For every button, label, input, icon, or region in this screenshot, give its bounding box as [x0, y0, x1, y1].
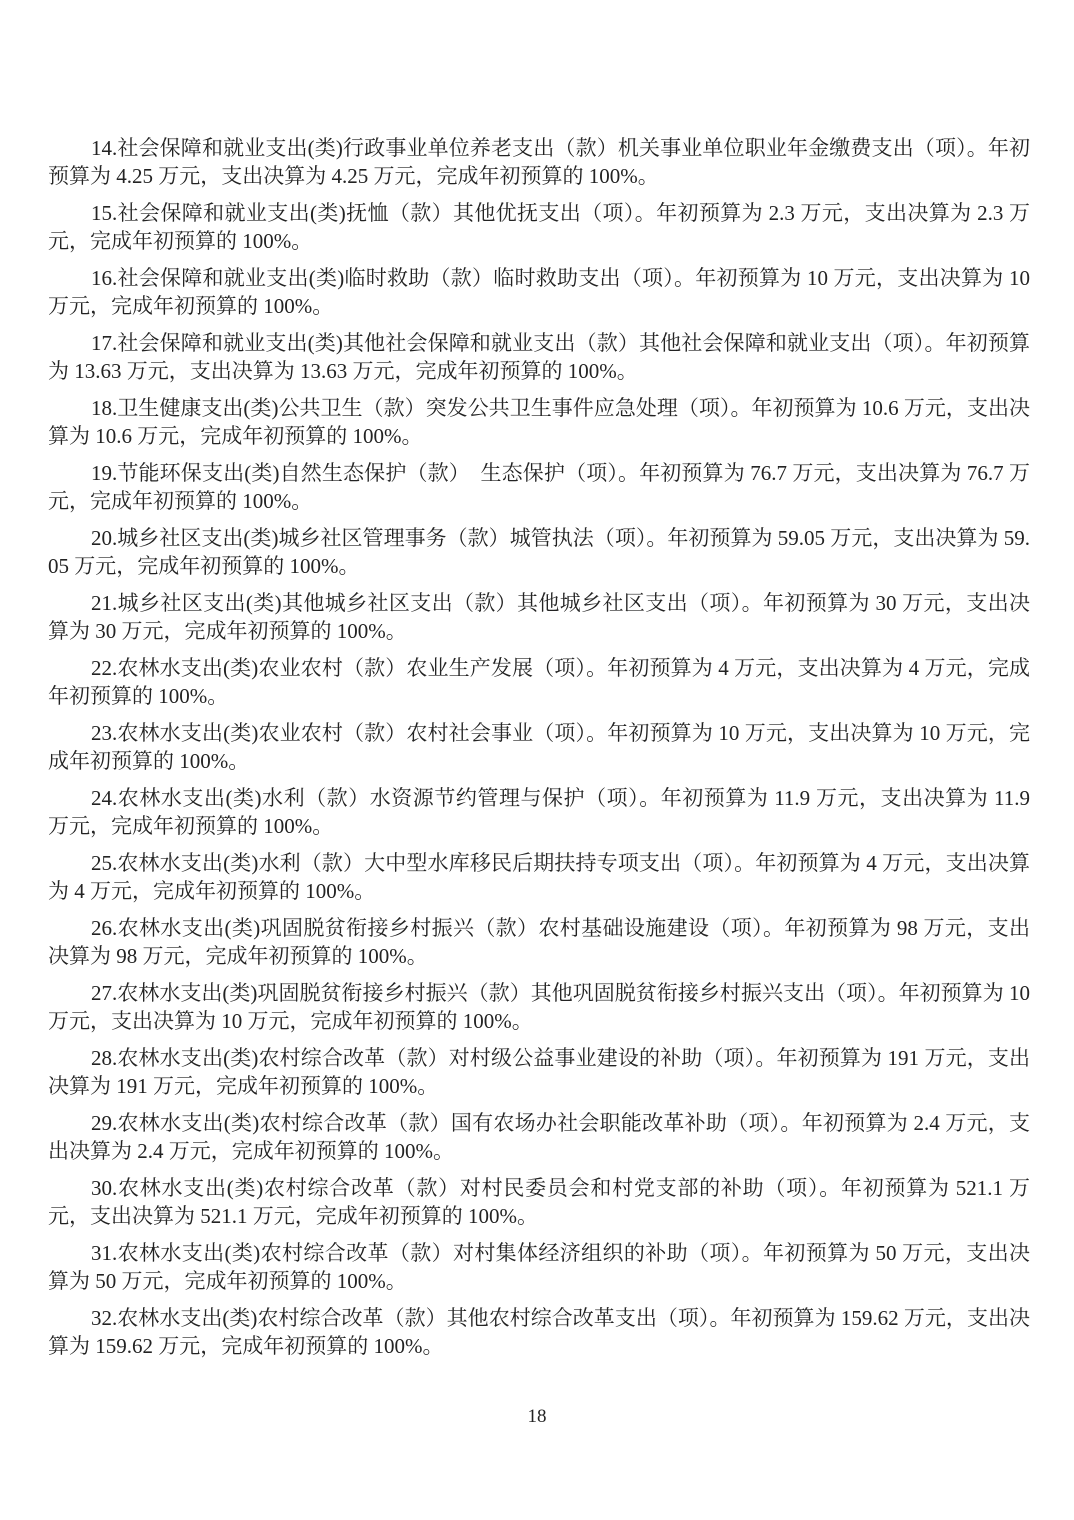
budget-item-paragraph-23: 23.农林水支出(类)农业农村（款）农村社会事业（项）。年初预算为 10 万元，支出决算为 10 万元，完成年初预算的 100%。: [48, 721, 1030, 773]
page-number: 18: [527, 1406, 547, 1427]
page-text-block: [48, 134, 1030, 1369]
budget-item-paragraph-21: 21.城乡社区支出(类)其他城乡社区支出（款）其他城乡社区支出（项）。年初预算为 30 万元，支出决算为 30 万元，完成年初预算的 100%。: [48, 591, 1030, 643]
budget-item-paragraph-22: 22.农林水支出(类)农业农村（款）农业生产发展（项）。年初预算为 4 万元，支出决算为 4 万元，完成年初预算的 100%。: [48, 656, 1030, 708]
budget-item-paragraph-28: 28.农林水支出(类)农村综合改革（款）对村级公益事业建设的补助（项）。年初预算为 191 万元，支出决算为 191 万元，完成年初预算的 100%。: [48, 1046, 1030, 1098]
budget-item-paragraph-20: 20.城乡社区支出(类)城乡社区管理事务（款）城管执法（项）。年初预算为 59.05 万元，支出决算为 59.05 万元，完成年初预算的 100%。: [48, 526, 1030, 578]
budget-item-paragraph-18: 18.卫生健康支出(类)公共卫生（款）突发公共卫生事件应急处理（项）。年初预算为 10.6 万元，支出决算为 10.6 万元，完成年初预算的 100%。: [48, 396, 1030, 448]
budget-item-paragraph-16: 16.社会保障和就业支出(类)临时救助（款）临时救助支出（项）。年初预算为 10 万元，支出决算为 10 万元，完成年初预算的 100%。: [48, 266, 1030, 318]
budget-item-paragraph-24: 24.农林水支出(类)水利（款）水资源节约管理与保护（项）。年初预算为 11.9 万元，支出决算为 11.9 万元，完成年初预算的 100%。: [48, 786, 1030, 838]
budget-item-paragraph-29: 29.农林水支出(类)农村综合改革（款）国有农场办社会职能改革补助（项）。年初预算为 2.4 万元，支出决算为 2.4 万元，完成年初预算的 100%。: [48, 1111, 1030, 1163]
budget-item-paragraph-26: 26.农林水支出(类)巩固脱贫衔接乡村振兴（款）农村基础设施建设（项）。年初预算为 98 万元，支出决算为 98 万元，完成年初预算的 100%。: [48, 916, 1030, 968]
page-footer: [0, 1404, 1074, 1430]
budget-item-paragraph-27: 27.农林水支出(类)巩固脱贫衔接乡村振兴（款）其他巩固脱贫衔接乡村振兴支出（项）。年初预算为 10 万元，支出决算为 10 万元，完成年初预算的 100%。: [48, 981, 1030, 1033]
budget-item-paragraph-31: 31.农林水支出(类)农村综合改革（款）对村集体经济组织的补助（项）。年初预算为 50 万元，支出决算为 50 万元，完成年初预算的 100%。: [48, 1241, 1030, 1293]
budget-item-paragraph-32: 32.农林水支出(类)农村综合改革（款）其他农村综合改革支出（项）。年初预算为 159.62 万元，支出决算为 159.62 万元，完成年初预算的 100%。: [48, 1306, 1030, 1358]
budget-item-paragraph-17: 17.社会保障和就业支出(类)其他社会保障和就业支出（款）其他社会保障和就业支出（项）。年初预算为 13.63 万元，支出决算为 13.63 万元，完成年初预算的 100%。: [48, 331, 1030, 383]
budget-item-paragraph-15: 15.社会保障和就业支出(类)抚恤（款）其他优抚支出（项）。年初预算为 2.3 万元，支出决算为 2.3 万元，完成年初预算的 100%。: [48, 201, 1030, 253]
budget-item-paragraph-19: 19.节能环保支出(类)自然生态保护（款） 生态保护（项）。年初预算为 76.7 万元，支出决算为 76.7 万元，完成年初预算的 100%。: [48, 461, 1030, 513]
budget-item-paragraph-25: 25.农林水支出(类)水利（款）大中型水库移民后期扶持专项支出（项）。年初预算为 4 万元，支出决算为 4 万元，完成年初预算的 100%。: [48, 851, 1030, 903]
budget-item-paragraph-30: 30.农林水支出(类)农村综合改革（款）对村民委员会和村党支部的补助（项）。年初预算为 521.1 万元，支出决算为 521.1 万元，完成年初预算的 100%。: [48, 1176, 1030, 1228]
budget-item-paragraph-14: 14.社会保障和就业支出(类)行政事业单位养老支出（款）机关事业单位职业年金缴费支出（项）。年初预算为 4.25 万元，支出决算为 4.25 万元，完成年初预算的 100%。: [48, 136, 1030, 188]
